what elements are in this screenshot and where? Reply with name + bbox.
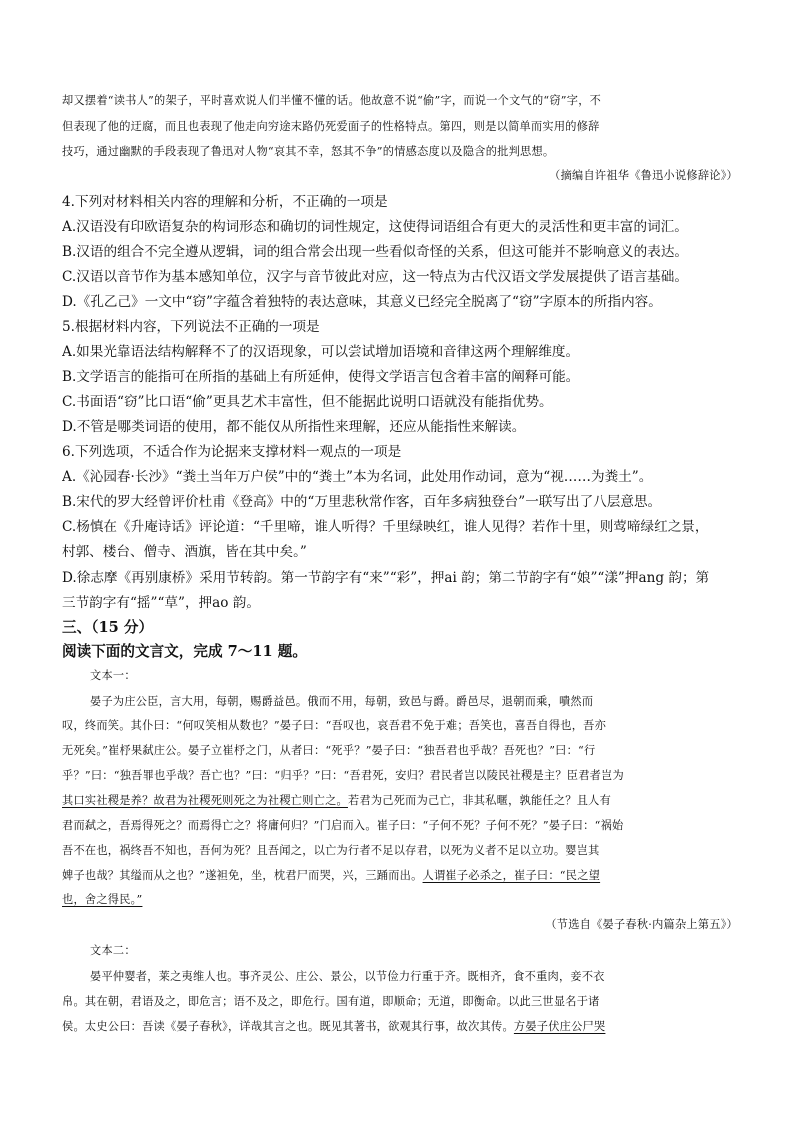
text1-line-3: 无死矣。”崔杼果弑庄公。晏子立崔杼之门，从者曰：“死乎？”晏子曰：“独吾君也乎哉？吾死也？”曰：“行 [62,744,596,757]
underlined-sentence-a: 其口实社稷是养？故君为社稷死则死之为社稷亡则亡之。 [62,794,348,807]
text1-label: 文本一： [90,669,136,682]
q4-option-a: A.汉语没有印欧语复杂的构词形态和确切的词性规定，这使得词语组合有更大的灵活性和更丰富的词汇。 [62,219,688,235]
text2-line-2: 帛。其在朝，君语及之，即危言；语不及之，即危行。国有道，即顺命；无道，即衡命。以此三世显名于诸 [62,995,600,1008]
q5-option-d: D.不管是哪类词语的使用，都不能仅从所指性来理解，还应从能指性来解读。 [62,419,526,435]
text1-line-2: 叹，终而笑。其仆曰：“何叹笑相从数也？”晏子曰：“吾叹也，哀吾君不免于难；吾笑也，喜吾自得也，吾亦 [62,719,607,732]
underlined-sentence-c: 方晏子伏庄公尸哭 [513,1020,606,1033]
text1-line-5 [62,792,738,808]
text2-label: 文本二： [90,944,136,957]
passage-source: （摘编自许祖华《鲁迅小说修辞论》） [549,169,738,182]
text1-line-5-rest: 若君为己死而为己亡，非其私暱，孰能任之？且人有 [347,794,612,807]
q4-stem: 4.下列对材料相关内容的理解和分析，不正确的一项是 [62,194,388,210]
text1-line-7: 吾不在也，祸终吾不知也，吾何为死？且吾闻之，以亡为行者不足以存君，以死为义者不足以立功。婴岂其 [62,844,600,857]
text2-line-3 [62,1018,738,1034]
passage-line-3: 技巧，通过幽默的手段表现了鲁迅对人物“哀其不幸，怒其不争”的情感态度以及隐含的批判思想。 [62,145,555,158]
text2-line-3-start: 侯。太史公曰：吾读《晏子春秋》，详哉其言之也。既见其著书，欲观其行事，故次其传。 [62,1020,514,1033]
text1-line-8-start: 婢子也哉？其缢而从之也？”遂袒免，坐，枕君尸而哭，兴，三踊而出。 [62,869,423,882]
q5-option-b: B.文学语言的能指可在所指的基础上有所延伸，使得文学语言包含着丰富的阐释可能。 [62,369,580,385]
q5-option-a: A.如果光靠语法结构解释不了的汉语现象，可以尝试增加语境和音律这两个理解维度。 [62,344,580,360]
section-heading: 三、（15 分） [62,619,154,636]
q6-stem: 6.下列选项，不适合作为论据来支撑材料一观点的一项是 [62,444,402,460]
q6-option-a: A.《沁园春·长沙》“粪土当年万户侯”中的“粪土”本为名词，此处用作动词，意为“视……为粪土”。 [62,469,653,485]
passage-line-2: 但表现了他的迂腐，而且也表现了他走向穷途末路仍死爱面子的性格特点。第四，则是以简单而实用的修辞 [62,120,600,133]
q4-option-b: B.汉语的组合不完全遵从逻辑，词的组合常会出现一些看似奇怪的关系，但这可能并不影响意义的表达。 [62,244,689,260]
text1-line-8 [62,867,738,883]
q6-option-c-line2: 村郭、楼台、僧寺、酒旗，皆在其中矣。” [62,544,307,560]
q4-option-c: C.汉语以音节作为基本感知单位，汉字与音节彼此对应，这一特点为古代汉语文学发展提供了语言基础。 [62,269,688,285]
section-instruction: 阅读下面的文言文，完成 7～11 题。 [62,643,307,660]
q6-option-d-line1: D.徐志摩《再别康桥》采用节转韵。第一节韵字有“来”“彩”，押ai 韵；第二节韵字有“娘”“漾”押ang 韵；第 [62,570,710,586]
text1-line-9 [62,891,738,907]
q6-option-b: B.宋代的罗大经曾评价杜甫《登高》中的“万里悲秋常作客，百年多病独登台”一联写出了八层意思。 [62,494,662,510]
q4-option-d: D.《孔乙己》一文中“窃”字蕴含着独特的表达意味，其意义已经完全脱离了“窃”字原本的所指内容。 [62,294,662,310]
q6-option-d-line2: 三节韵字有“摇”“草”，押ao 韵。 [62,595,260,611]
q5-option-c: C.书面语“窃”比口语“偷”更具艺术丰富性，但不能据此说明口语就没有能指优势。 [62,394,553,410]
underlined-sentence-b-end: 也，舍之得民。” [62,893,143,906]
underlined-sentence-b: 人谓崔子必杀之，崔子曰：“民之望 [422,869,601,882]
text1-source: （节选自《晏子春秋·内篇杂上第五》） [545,918,738,931]
text1-line-1: 晏子为庄公臣，言大用，每朝，赐爵益邑。俄而不用，每朝，致邑与爵。爵邑尽，退朝而乘，嘳然而 [90,695,594,708]
text2-line-1: 晏平仲婴者，莱之夷维人也。事齐灵公、庄公、景公，以节俭力行重于齐。既相齐，食不重肉，妾不衣 [90,970,605,983]
q5-stem: 5.根据材料内容，下列说法不正确的一项是 [62,319,320,335]
text1-line-4: 乎？”曰：“独吾罪也乎哉？吾亡也？”曰：“归乎？”曰：“吾君死，安归？君民者岂以陵民社稷是主？臣君者岂为 [62,769,624,782]
q6-option-c-line1: C.杨慎在《升庵诗话》评论道：“千里啼，谁人听得？千里绿映红，谁人见得？若作十里，则莺啼绿红之景， [62,519,709,535]
text1-line-6: 君而弑之，吾焉得死之？而焉得亡之？将庸何归？”门启而入。崔子曰：“子何不死？子何不死？”晏子曰：“祸始 [62,819,624,832]
passage-line-1: 却又摆着“读书人”的架子，平时喜欢说人们半懂不懂的话。他故意不说“偷”字，而说一个文气的“窃”字，不 [62,94,602,107]
